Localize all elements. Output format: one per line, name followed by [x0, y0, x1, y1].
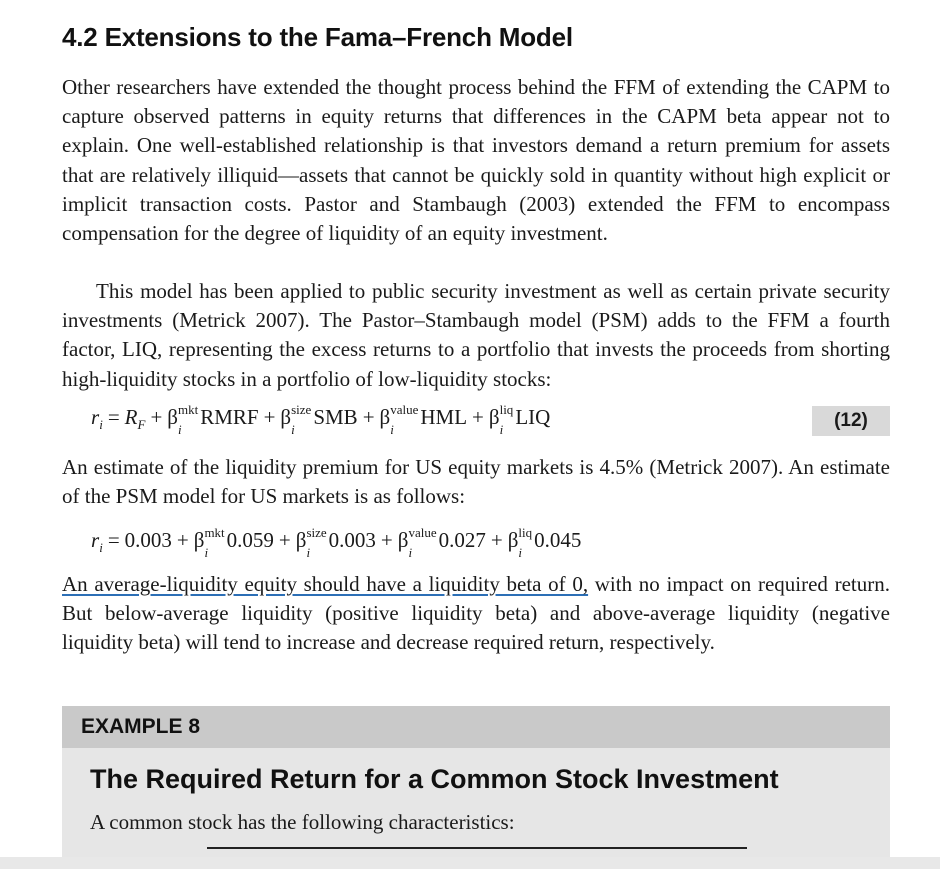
example-header [62, 706, 890, 748]
highlighted-sentence: An average-liquidity equity should have a liquidity beta of 0, [62, 572, 589, 596]
paragraph-4-rest: with no impact on required return. But below-average liquidity (positive liquidity beta) and above-average liquidity (negative liquidity beta) will tend to increase and decrease required return, respectively. [62, 572, 890, 655]
section-title: 4.2 Extensions to the Fama–French Model [62, 22, 573, 52]
paragraph-1: Other researchers have extended the thought process behind the FFM of extending the CAPM to capture observed patterns in equity returns that differences in the CAPM beta appear not to explain. One well-established relationship is that investors demand a return premium for assets that are relatively illiquid—assets that cannot be quickly sold in quantity without high explicit or implicit transaction costs. Pastor and Stambaugh (2003) extended the FFM to encompass compensation for the degree of liquidity of an equity investment. [62, 75, 890, 246]
bottom-strip [0, 857, 940, 869]
table-top-rule [207, 847, 747, 849]
example-intro: A common stock has the following characteristics: [90, 810, 515, 834]
equation-12: $r_i = R_F + \beta$ mkt i RMRF + β size i SMB + β value i HML + β liq i LIQ [91, 402, 551, 437]
paragraph-3: An estimate of the liquidity premium for US equity markets is 4.5% (Metrick 2007). An estimate of the PSM model for US markets is as follows: [62, 455, 890, 509]
equation-number: (12) [812, 406, 890, 436]
paragraph-4 [62, 570, 890, 658]
example-box [62, 706, 890, 869]
example-title: The Required Return for a Common Stock Investment [90, 764, 779, 794]
paragraph-2: This model has been applied to public security investment as well as certain private security investments (Metrick 2007). The Pastor–Stambaugh model (PSM) adds to the FFM a fourth factor, LIQ, representing the excess returns to a portfolio that invests the proceeds from shorting high-liquidity stocks in a portfolio of low-liquidity stocks: [62, 279, 890, 391]
equation-estimate: $r_i = 0.003 + \beta$ mkt i 0.059 + β size i 0.003 + β value i 0.027 + β liq i 0.045 [91, 525, 582, 560]
example-label: EXAMPLE 8 [81, 715, 201, 738]
